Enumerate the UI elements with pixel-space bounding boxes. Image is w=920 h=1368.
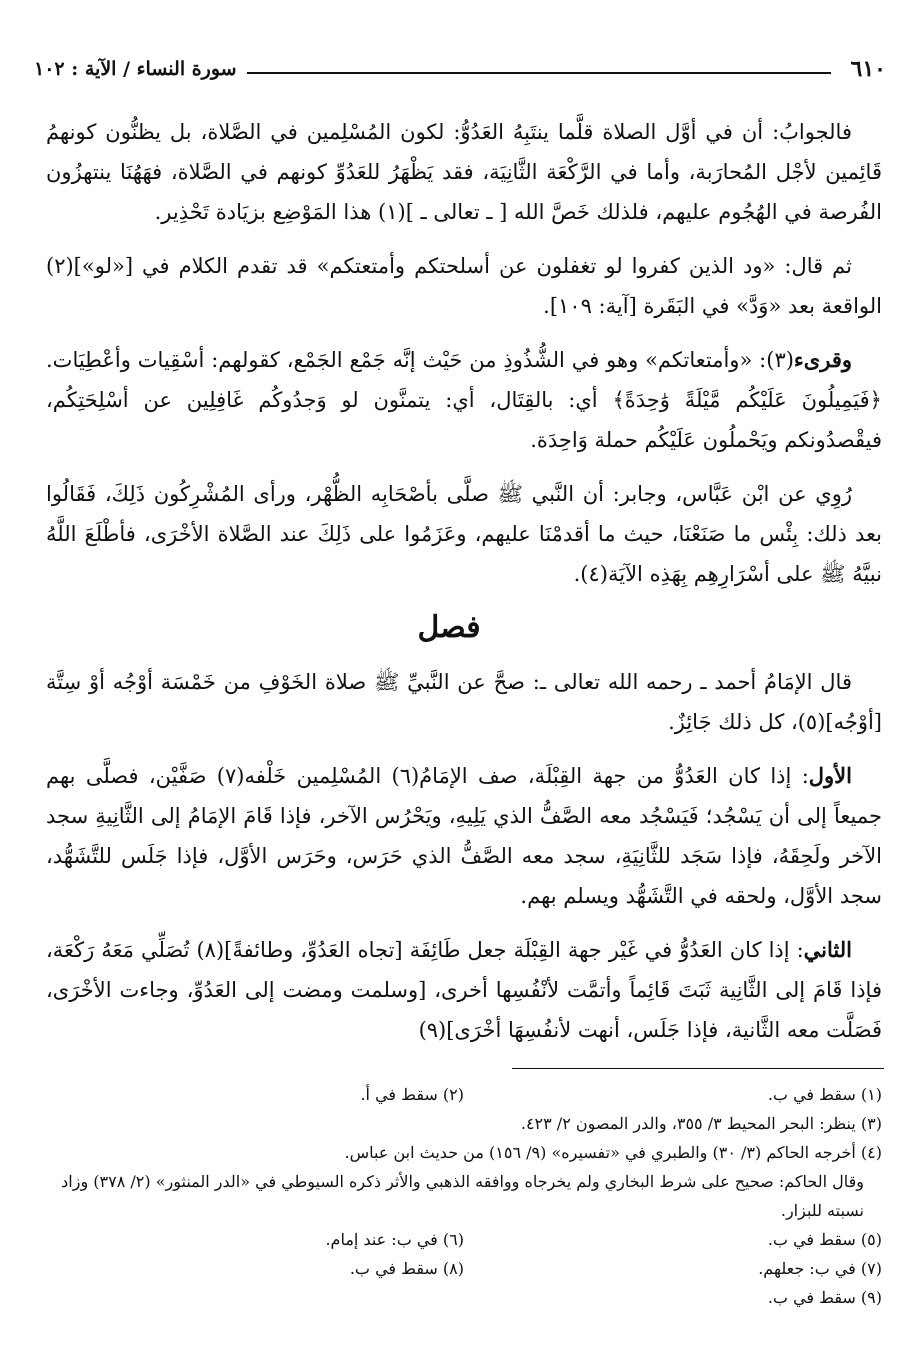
first-way-text: : إذا كان العَدُوُّ من جهة القِبْلَة، صف الإمَامُ(٦) المُسْلِمين خَلْفه(٧) صَفَّيْن، فصلَّى بهم جميعاً إلى أن يَسْجُد؛ فَيَسْجُد معه الصَّفُّ الذي يَلِيهِ، ويَحْرُس الآخر، فإذا قَامَ الإمَامُ إلى الثَّانِيةِ سجد الآخر ولَحِقَهُ، فإذا سَجَد للثَّانِيَةِ، سجد معه الصَّفُّ الذي حَرَس، وحَرَس الأوَّل، فإذا جَلَس للتَّشَهُّد، سجد الأوَّل، ولحقه في التَّشَهُّد ويسلم بهم.: [46, 764, 883, 908]
section-heading: فصل: [417, 610, 481, 645]
second-way-text: : إذا كان العَدُوُّ في غَيْر جهة القِبْلَة جعل طَائِفَة [تجاه العَدُوِّ، وطائفةً](٨) تُصَلِّي مَعَهُ رَكْعَة، فإذا قَامَ إلى الثَّانِية ثَبَتَ قَائِماً وأتمَّت لأنْفُسِها أخرى، [وسلمت ومضت إلى العَدُوِّ، وجاءت الأخْرَى، فَصَلَّت معه الثَّانية، فإذا جَلَس، أنهت لأنفُسِهَا أخْرَى](٩): [46, 938, 882, 1042]
page-number: ٦١٠: [850, 56, 886, 82]
main-text: [46, 112, 882, 1064]
footnote-7: (٧) في ب: جعلهم.: [758, 1259, 882, 1278]
footnote-3: (٣) ينظر: البحر المحيط ٣/ ٣٥٥، والدر المصون ٢/ ٤٢٣.: [520, 1114, 882, 1133]
header-rule: [247, 72, 831, 74]
first-way-keyword: الأول: [808, 763, 852, 788]
footnote-6: (٦) في ب: عند إمام.: [325, 1230, 464, 1249]
page-header: [34, 52, 886, 86]
footnotes: [46, 1080, 882, 1312]
reading-text: (٣): «وأمتعاتكم» وهو في الشُّذُوذِ من حَيْث إنَّه جَمْع الجَمْع، كقولهم: أسْقِيات وأعْطِيَات. ﴿فَيَمِيلُونَ عَلَيْكُم مَّيْلَةً وَٰحِدَةً﴾ أي: بالقِتَال، أي: يتمنَّون لو وَجدُوكُم غَافِلِين عن أسْلِحَتِكُم، فيقْصدُونكم ويَحْملُون عَلَيْكُم حملة وَاحِدَة.: [46, 348, 882, 452]
paragraph-narration: رُوِي عن ابْن عَبَّاس، وجابر: أن النَّبي ﷺ صلَّى بأصْحَابِه الظُّهْر، ورأى المُشْرِكُون ذَلِكَ، فَقَالُوا بعد ذلك: بِئْس ما صَنَعْنَا، حيث ما أقدمْنَا عليهم، وعَزَمُوا على ذَلِكَ عند الصَّلاة الأخْرَى، فأطْلَعَ اللَّهُ نبيَّهُ ﷺ على أسْرَارِهِم بِهَذِه الآيَة(٤).: [46, 482, 882, 586]
footnote-2: (٢) سقط في أ.: [360, 1085, 464, 1104]
footnote-row: [46, 1225, 882, 1254]
paragraph-second-way: [46, 930, 882, 1050]
footnote-5: (٥) سقط في ب.: [767, 1230, 882, 1249]
footnote-separator: [512, 1068, 884, 1069]
paragraph-imam-ahmad: قال الإمَامُ أحمد ـ رحمه الله تعالى ـ: صحَّ عن النَّبيِّ ﷺ صلاة الخَوْفِ من خَمْسَة أوْجُه أوْ سِتَّة [أوْجُه](٥)، كل ذلك جَائِزٌ.: [46, 670, 882, 734]
footnote-8: (٨) سقط في ب.: [349, 1259, 464, 1278]
surah-reference: سورة النساء / الآية : ١٠٢: [34, 58, 237, 80]
paragraph-verse-comment: ثم قال: «ود الذين كفروا لو تغفلون عن أسلحتكم وأمتعتكم» قد تقدم الكلام في [«لو»](٢) الواقعة بعد «وَدَّ» في البَقَرة [آية: ١٠٩].: [46, 254, 882, 318]
reading-keyword: وقرىء: [793, 347, 852, 372]
footnote-1: (١) سقط في ب.: [767, 1085, 882, 1104]
paragraph-reading: [46, 340, 882, 460]
second-way-keyword: الثاني: [803, 937, 852, 962]
footnote-9: (٩) سقط في ب.: [767, 1288, 882, 1307]
paragraph-answer: فالجوابُ: أن في أوَّل الصلاة قلَّما ينتَبِهُ العَدُوُّ: لكون المُسْلِمين في الصَّلاة، بل يظنُّون كونهمُ قَائِمين لأجْل المُحارَبة، وأما في الرَّكْعَة الثَّانِيَة، فقد يَظْهَرُ للعَدُوِّ كونهم في الصَّلاة، فهَهُنَا ينتهزُون الفُرصة في الهُجُوم عليهم، فلذلك خَصَّ الله [ ـ تعالى ـ ](١) هذا المَوْضِع بزيَادة تَحْذِير.: [46, 120, 882, 224]
footnote-row: [46, 1080, 882, 1109]
footnote-4-continued: وقال الحاكم: صحيح على شرط البخاري ولم يخرجاه ووافقه الذهبي والأثر ذكره السيوطي في «الدر المنثور» (٢/ ٣٧٨) وزاد نسبته للبزار.: [61, 1172, 864, 1220]
footnote-row: [46, 1254, 882, 1283]
paragraph-first-way: [46, 756, 882, 916]
footnote-4: (٤) أخرجه الحاكم (٣/ ٣٠) والطبري في «تفسيره» (٩/ ١٥٦) من حديث ابن عباس.: [344, 1143, 882, 1162]
